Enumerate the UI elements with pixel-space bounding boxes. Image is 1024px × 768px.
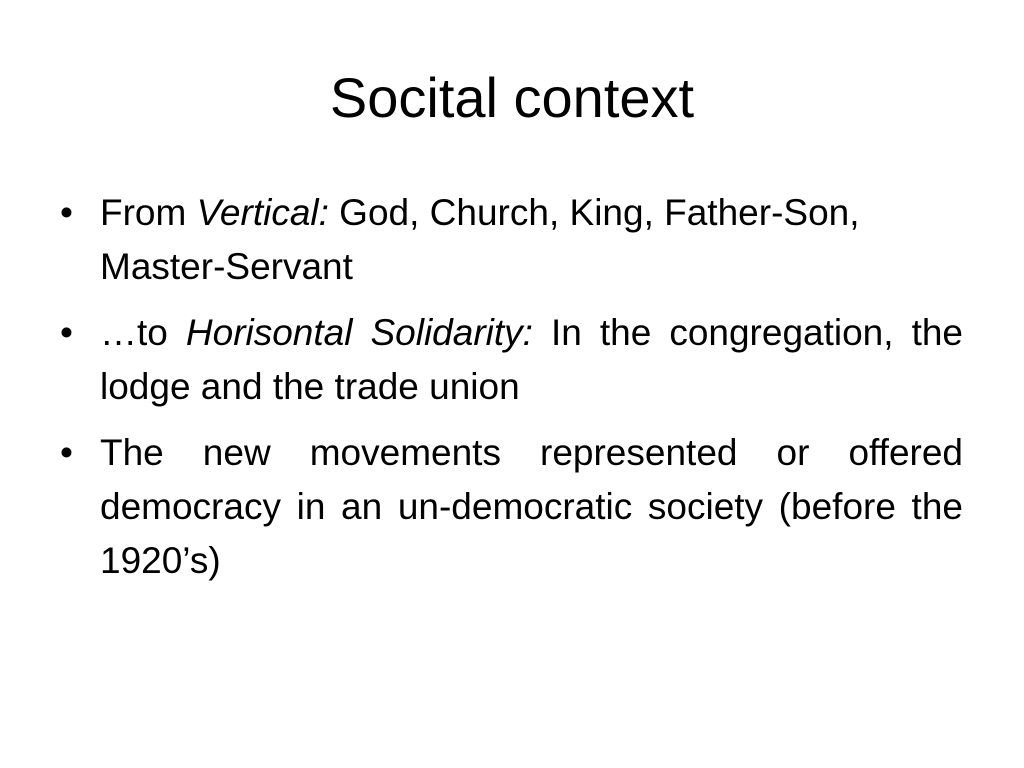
bullet-text-rest: The new movements represented or offered democracy in an un-democratic society (before the 1920’s) xyxy=(100,432,963,581)
bullet-dot-icon: • xyxy=(60,312,73,353)
bullet-text-rest: In the congregation, the lodge and the trade union xyxy=(100,312,964,407)
bullet-text-rest: God, Church, King, Father-Son, Master-Servant xyxy=(100,192,860,287)
bullet-text-lead: …to xyxy=(100,312,186,353)
bullet-text-lead: From xyxy=(100,192,197,233)
bullet-dot-icon: • xyxy=(60,192,73,233)
bullet-text xyxy=(100,306,963,414)
bullet-item-horisontal xyxy=(60,306,963,414)
slide-title: Socital context xyxy=(329,66,695,129)
bullet-text-emphasis: Horisontal Solidarity: xyxy=(185,312,533,353)
bullet-text xyxy=(100,186,963,294)
bullet-text-emphasis: Vertical: xyxy=(196,192,329,233)
bullet-item-vertical xyxy=(60,186,963,294)
bullet-item-new-movements xyxy=(60,426,963,588)
bullet-text xyxy=(100,426,963,588)
bullet-list xyxy=(60,186,963,600)
bullet-dot-icon: • xyxy=(60,432,73,473)
